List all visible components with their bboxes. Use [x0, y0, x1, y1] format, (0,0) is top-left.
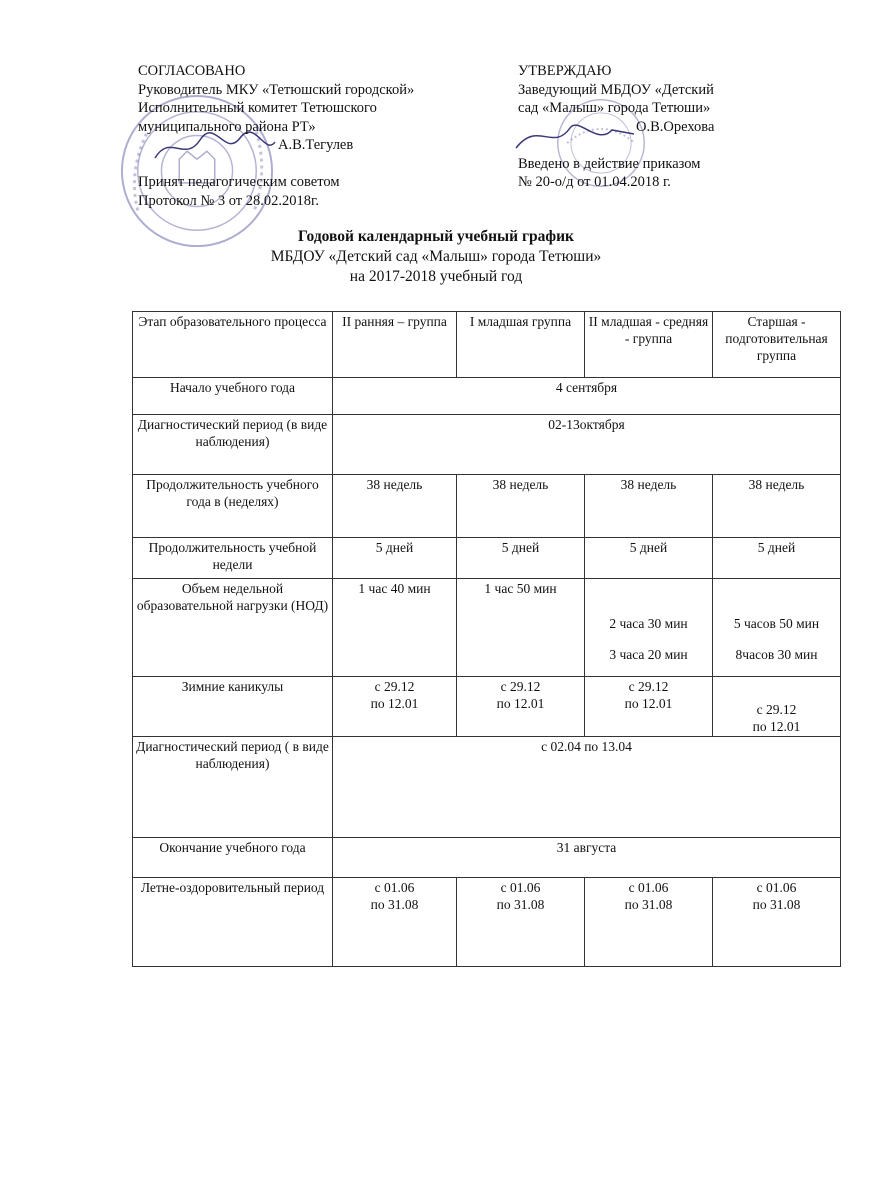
cell-line: 8часов 30 мин: [735, 647, 818, 662]
table-row: [133, 475, 841, 538]
cell: 31 августа: [333, 838, 841, 878]
left-signer-name: А.В.Тегулев: [278, 137, 354, 153]
cell: 1 час 50 мин: [457, 579, 585, 677]
cell: 1 час 40 мин: [333, 579, 457, 677]
cell-line: с 29.12: [500, 679, 541, 694]
table-row: [133, 878, 841, 967]
row-label: Диагностический период (в виде наблюдения): [133, 415, 333, 475]
cell-line: с 29.12: [628, 679, 669, 694]
cell: [713, 878, 841, 967]
table-row: [133, 378, 841, 415]
cell: 5 дней: [585, 538, 713, 579]
kindergarten-name: сад «Малыш» города Тетюши»: [518, 100, 711, 116]
approval-left-block: [138, 62, 414, 210]
approve-label: УТВЕРЖДАЮ: [518, 63, 612, 79]
table-row: [133, 579, 841, 677]
document-subtitle: МБДОУ «Детский сад «Малыш» города Тетюши»: [270, 248, 602, 265]
cell: [585, 579, 713, 677]
cell: 5 дней: [457, 538, 585, 579]
table-header-row: [133, 312, 841, 378]
cell-line: с 29.12: [374, 679, 415, 694]
cell: с 02.04 по 13.04: [333, 737, 841, 838]
cell-line: 3 часа 20 мин: [609, 647, 688, 662]
cell-line: по 31.08: [496, 897, 545, 912]
cell: 38 недель: [333, 475, 457, 538]
cell-line: по 12.01: [496, 696, 545, 711]
committee-name: Исполнительный комитет Тетюшского: [138, 100, 377, 116]
header-cell: II младшая - средняя - группа: [585, 312, 713, 378]
district-name: муниципального района РТ»: [138, 118, 316, 135]
head-title: Заведующий МБДОУ «Детский: [518, 81, 714, 98]
cell-line: 2 часа 30 мин: [609, 616, 688, 631]
cell: 38 недель: [457, 475, 585, 538]
table-row: [133, 538, 841, 579]
cell: 5 дней: [713, 538, 841, 579]
cell-line: по 31.08: [370, 897, 419, 912]
header-cell: II ранняя – группа: [333, 312, 457, 378]
row-label: Окончание учебного года: [133, 838, 333, 878]
row-label: Продолжительность учебного года в (неделях): [133, 475, 333, 538]
table-row: [133, 415, 841, 475]
row-label: Летне-оздоровительный период: [133, 878, 333, 967]
cell: [713, 579, 841, 677]
cell: [457, 878, 585, 967]
cell-line: по 31.08: [624, 897, 673, 912]
header-cell: Старшая - подготовительная группа: [713, 312, 841, 378]
cell-line: с 01.06: [374, 880, 415, 895]
cell: 38 недель: [713, 475, 841, 538]
order-number: № 20-о/д от 01.04.2018 г.: [518, 174, 671, 190]
cell-line: по 12.01: [752, 719, 801, 734]
cell: [333, 878, 457, 967]
row-label: Объем недельной образовательной нагрузки (НОД): [133, 579, 333, 677]
document-title: Годовой календарный учебный график: [298, 228, 574, 245]
cell-line: по 12.01: [624, 696, 673, 711]
table-row: [133, 838, 841, 878]
header-cell: Этап образовательного процесса: [133, 312, 333, 378]
cell: [457, 677, 585, 737]
cell: [585, 677, 713, 737]
cell: 4 сентября: [333, 378, 841, 415]
academic-year: на 2017-2018 учебный год: [349, 268, 523, 285]
row-label: Зимние каникулы: [133, 677, 333, 737]
cell: 02-13октября: [333, 415, 841, 475]
cell-line: с 01.06: [500, 880, 541, 895]
row-label: Продолжительность учебной недели: [133, 538, 333, 579]
header-cell: I младшая группа: [457, 312, 585, 378]
row-label: Диагностический период ( в виде наблюдения): [133, 737, 333, 838]
table-row: [133, 737, 841, 838]
cell-line: с 01.06: [756, 880, 797, 895]
cell-line: по 31.08: [752, 897, 801, 912]
cell-line: 5 часов 50 мин: [733, 616, 820, 631]
right-signer-name: О.В.Орехова: [636, 118, 715, 135]
cell-line: с 01.06: [628, 880, 669, 895]
order-intro: Введено в действие приказом: [518, 155, 701, 172]
cell: [333, 677, 457, 737]
agreed-label: СОГЛАСОВАНО: [138, 63, 246, 79]
head-position: Руководитель МКУ «Тетюшский городской»: [138, 81, 415, 98]
table-row: [133, 677, 841, 737]
protocol-number: Протокол № 3 от 28.02.2018г.: [138, 192, 319, 209]
cell-line: по 12.01: [370, 696, 419, 711]
cell: 38 недель: [585, 475, 713, 538]
schedule-table: [132, 311, 841, 967]
cell: [585, 878, 713, 967]
approval-right-block: [518, 62, 714, 192]
cell: [713, 677, 841, 737]
row-label: Начало учебного года: [133, 378, 333, 415]
cell-line: с 29.12: [756, 702, 797, 717]
council-adopted: Принят педагогическим советом: [138, 174, 340, 190]
cell: 5 дней: [333, 538, 457, 579]
